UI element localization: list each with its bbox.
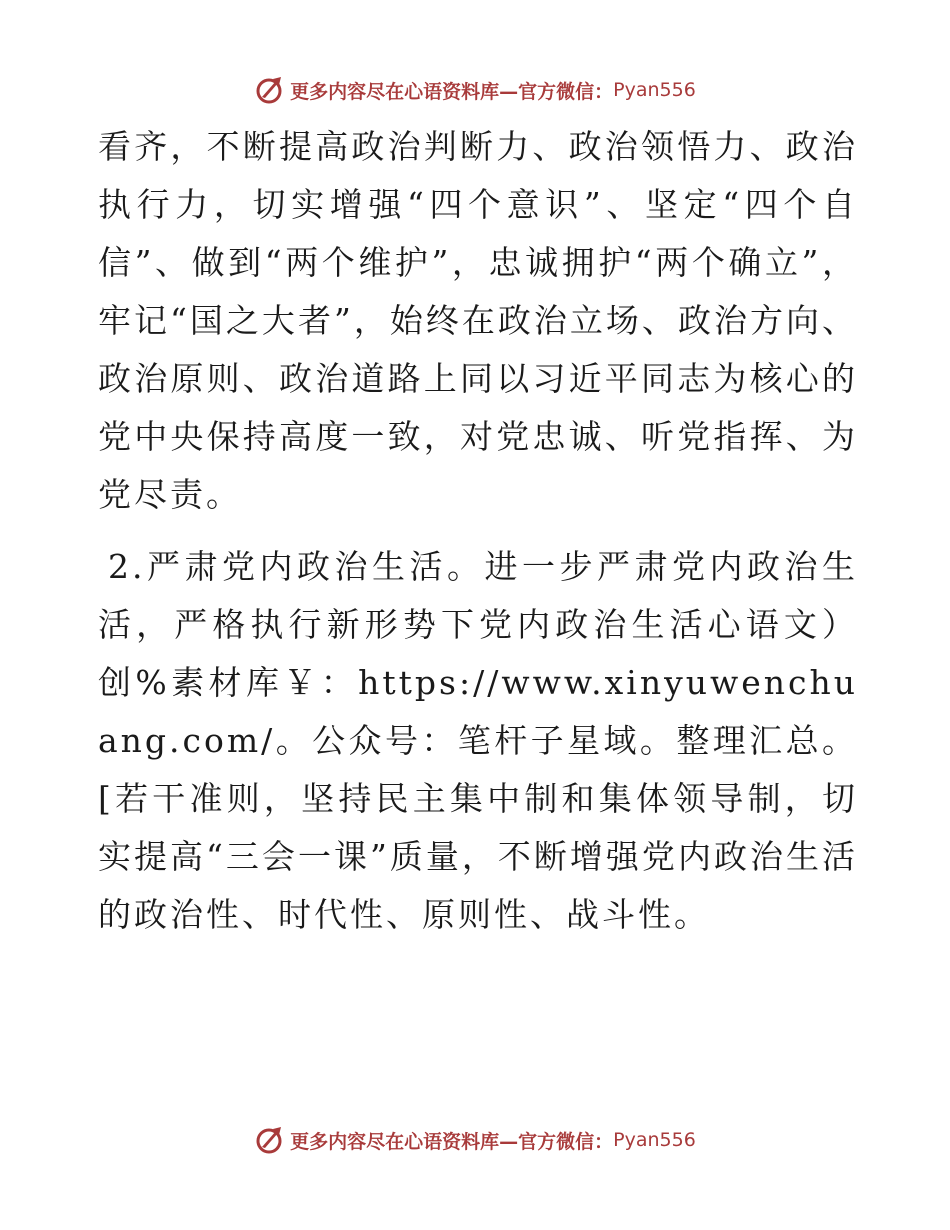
document-body [98,118,858,944]
paragraph-2: 2.严肃党内政治生活。进一步严肃党内政治生活，严格执行新形势下党内政治生活心语文）创%素材库￥：https://www.xinyuwenchuang.com/。公众号：笔杆子星域。整理汇总。[若干准则，坚持民主集中制和集体领导制，切实提高“三会一课”质量，不断增强党内政治生活的政治性、时代性、原则性、战斗性。 [98,547,858,934]
paragraph-1: 看齐，不断提高政治判断力、政治领悟力、政治执行力，切实增强“四个意识”、坚定“四个自信”、做到“两个维护”，忠诚拥护“两个确立”，牢记“国之大者”，始终在政治立场、政治方向、政治原则、政治道路上同以习近平同志为核心的党中央保持高度一致，对党忠诚、听党指挥、为党尽责。 [98,127,858,514]
header-banner-id: Pyan556 [613,79,696,101]
header-banner-text: 更多内容尽在心语资料库—官方微信： [290,80,614,103]
quill-logo-icon [254,1125,284,1155]
header-banner [0,70,950,110]
footer-banner-text: 更多内容尽在心语资料库—官方微信： [290,1130,614,1153]
footer-banner [0,1120,950,1160]
footer-banner-id: Pyan556 [613,1129,696,1151]
quill-logo-icon [254,75,284,105]
